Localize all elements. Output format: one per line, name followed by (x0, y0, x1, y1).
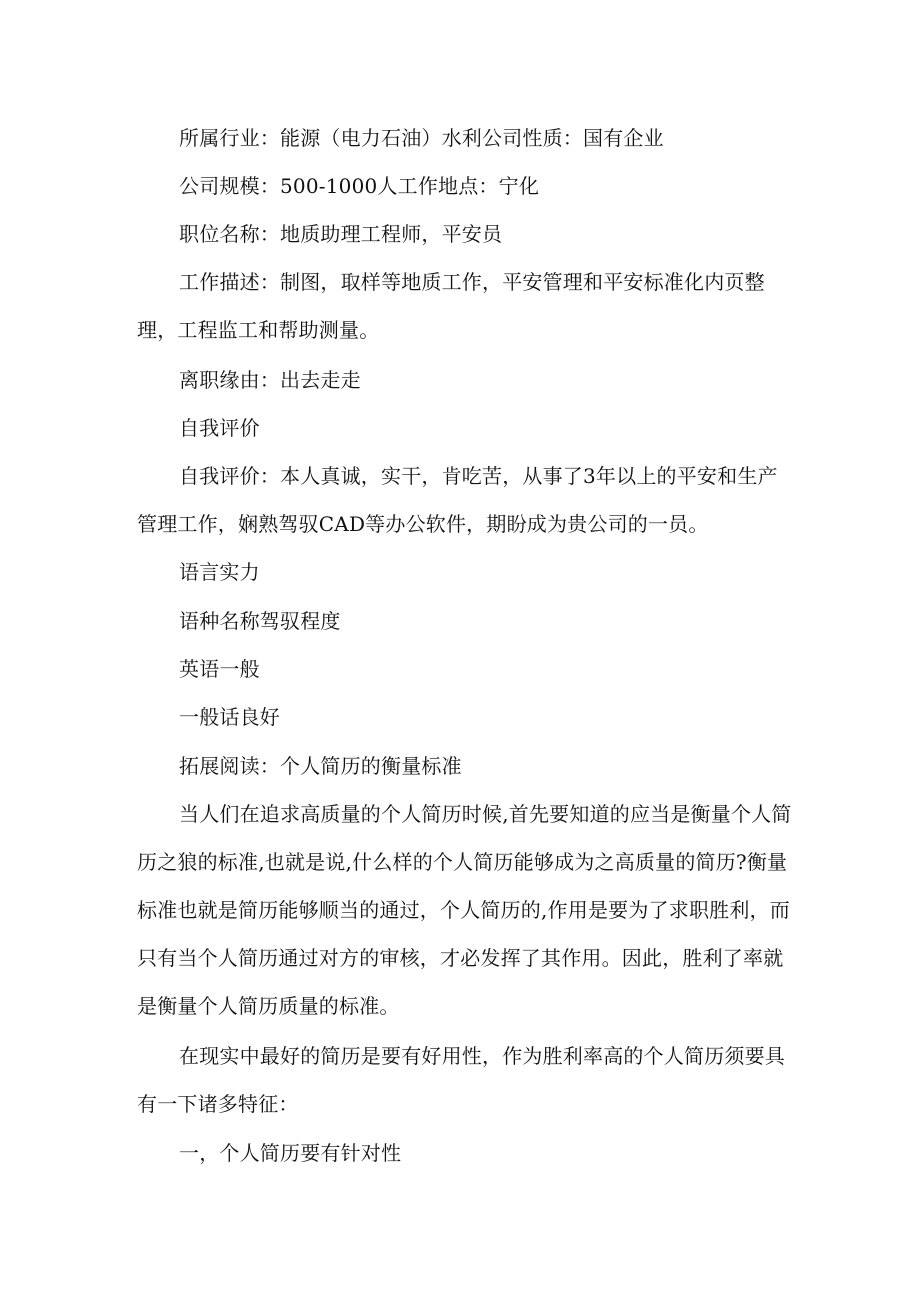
job-description-paragraph: 工作描述：制图，取样等地质工作，平安管理和平安标准化内页整理，工程监工和帮助测量。 (137, 270, 765, 342)
language-table-header: 语种名称驾驭程度 (179, 609, 341, 633)
language-row-mandarin: 一般话良好 (179, 705, 280, 729)
language-heading: 语言实力 (179, 560, 260, 584)
industry-line: 所属行业：能源（电力石油）水利公司性质：国有企业 (179, 126, 664, 150)
extended-reading-heading: 拓展阅读：个人简历的衡量标准 (179, 754, 462, 778)
resume-point-one: 一，个人简历要有针对性 (179, 1141, 402, 1165)
company-size-line: 公司规模：500-1000人工作地点：宁化 (179, 174, 540, 198)
position-line: 职位名称：地质助理工程师，平安员 (179, 222, 503, 246)
language-row-english: 英语一般 (179, 657, 260, 681)
leave-reason-line: 离职缘由：出去走走 (179, 368, 361, 392)
self-evaluation-heading: 自我评价 (179, 416, 260, 440)
resume-features-paragraph: 在现实中最好的简历是要有好用性，作为胜利率高的个人简历须要具有一下诸多特征： (137, 1044, 785, 1116)
resume-standard-paragraph: 当人们在追求高质量的个人简历时候,首先要知道的应当是衡量个人简历之狼的标准,也就是说,什么样的个人简历能够成为之高质量的简历?衡量标准也就是简历能够顺当的通过，个人简历的,作用是要为了求职胜利，而只有当个人简历通过对方的审核，才必发挥了其作用。因此，胜利了率就是衡量个人简历质量的标准。 (137, 802, 792, 1018)
self-evaluation-paragraph: 自我评价：本人真诚，实干，肯吃苦，从事了3年以上的平安和生产管理工作，娴熟驾驭CAD等办公软件，期盼成为贵公司的一员。 (137, 464, 778, 536)
